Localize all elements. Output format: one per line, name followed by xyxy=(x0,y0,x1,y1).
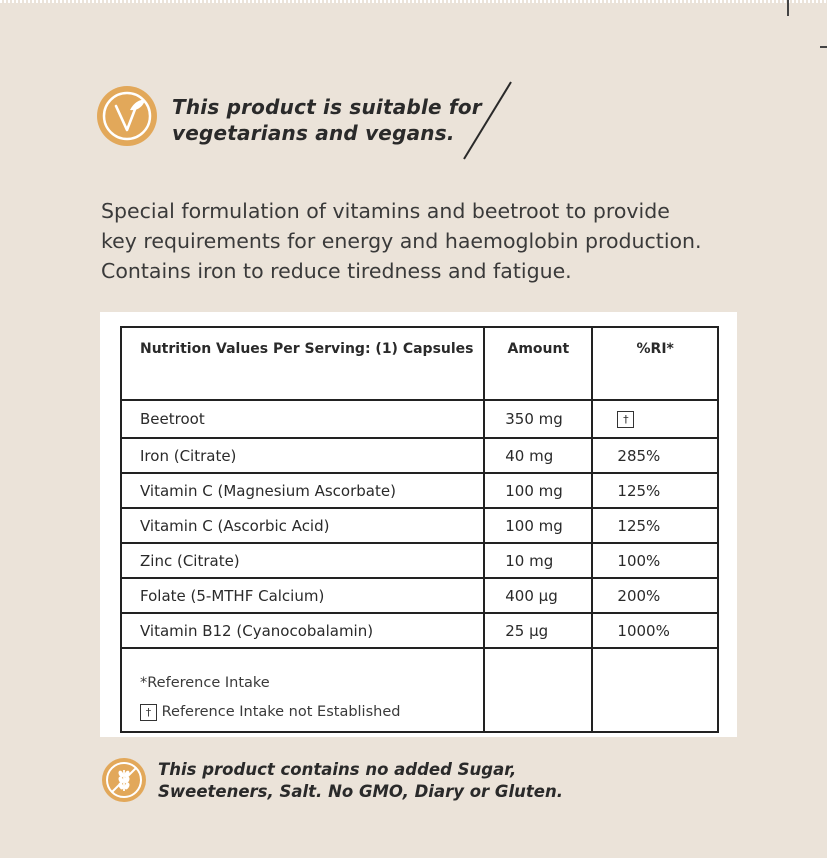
nutrient-amount: 25 µg xyxy=(484,613,592,648)
nutrient-ri: 285% xyxy=(592,438,718,473)
vegan-notice-line2: vegetarians and vegans. xyxy=(172,121,455,145)
nutrient-name: Folate (5-MTHF Calcium) xyxy=(121,578,484,613)
table-row xyxy=(121,543,718,578)
vegan-notice xyxy=(172,94,482,146)
table-footnotes-row xyxy=(121,648,718,732)
header-nutrient: Nutrition Values Per Serving: (1) Capsules xyxy=(121,327,484,400)
footnote-dagger xyxy=(140,698,483,727)
nutrition-panel xyxy=(100,312,737,737)
dagger-box-icon: † xyxy=(140,704,157,721)
vegan-v-icon xyxy=(97,86,157,146)
nutrient-name: Beetroot xyxy=(121,400,484,438)
footnotes-cell xyxy=(121,648,484,732)
vegan-notice-line1: This product is suitable for xyxy=(172,95,482,119)
slash-divider xyxy=(458,80,518,162)
nutrient-amount: 350 mg xyxy=(484,400,592,438)
table-row xyxy=(121,578,718,613)
description-line3: Contains iron to reduce tiredness and fatigue. xyxy=(101,259,572,283)
description-line2: key requirements for energy and haemoglobin production. xyxy=(101,229,702,253)
free-from-notice xyxy=(158,759,563,803)
nutrient-name: Vitamin B12 (Cyanocobalamin) xyxy=(121,613,484,648)
table-row xyxy=(121,438,718,473)
empty-cell xyxy=(592,648,718,732)
nutrient-ri: 200% xyxy=(592,578,718,613)
nutrient-ri: 100% xyxy=(592,543,718,578)
free-from-line2: Sweeteners, Salt. No GMO, Diary or Gluten. xyxy=(158,782,563,801)
nutrient-amount: 100 mg xyxy=(484,473,592,508)
nutrient-ri: 1000% xyxy=(592,613,718,648)
table-row xyxy=(121,508,718,543)
table-row xyxy=(121,473,718,508)
crop-mark-top xyxy=(787,0,789,16)
header-ri: %RI* xyxy=(592,327,718,400)
footnote-reference-intake: *Reference Intake xyxy=(140,675,270,691)
nutrient-amount: 100 mg xyxy=(484,508,592,543)
nutrient-name: Iron (Citrate) xyxy=(121,438,484,473)
empty-cell xyxy=(484,648,592,732)
crop-mark-right xyxy=(820,46,827,48)
table-row xyxy=(121,613,718,648)
gluten-free-wheat-icon xyxy=(102,758,146,802)
description-line1: Special formulation of vitamins and beetroot to provide xyxy=(101,199,670,223)
nutrient-name: Vitamin C (Magnesium Ascorbate) xyxy=(121,473,484,508)
nutrient-amount: 10 mg xyxy=(484,543,592,578)
nutrient-ri: 125% xyxy=(592,473,718,508)
nutrient-ri xyxy=(592,400,718,438)
nutrition-table xyxy=(120,326,719,733)
nutrient-amount: 400 µg xyxy=(484,578,592,613)
nutrient-name: Zinc (Citrate) xyxy=(121,543,484,578)
nutrient-name: Vitamin C (Ascorbic Acid) xyxy=(121,508,484,543)
header-amount: Amount xyxy=(484,327,592,400)
nutrient-amount: 40 mg xyxy=(484,438,592,473)
table-row xyxy=(121,400,718,438)
dagger-box-icon: † xyxy=(617,411,634,428)
top-edge-line xyxy=(0,0,827,3)
footnote-dagger-text: Reference Intake not Established xyxy=(161,704,401,720)
nutrient-ri: 125% xyxy=(592,508,718,543)
free-from-line1: This product contains no added Sugar, xyxy=(158,760,517,779)
product-description xyxy=(101,196,761,286)
